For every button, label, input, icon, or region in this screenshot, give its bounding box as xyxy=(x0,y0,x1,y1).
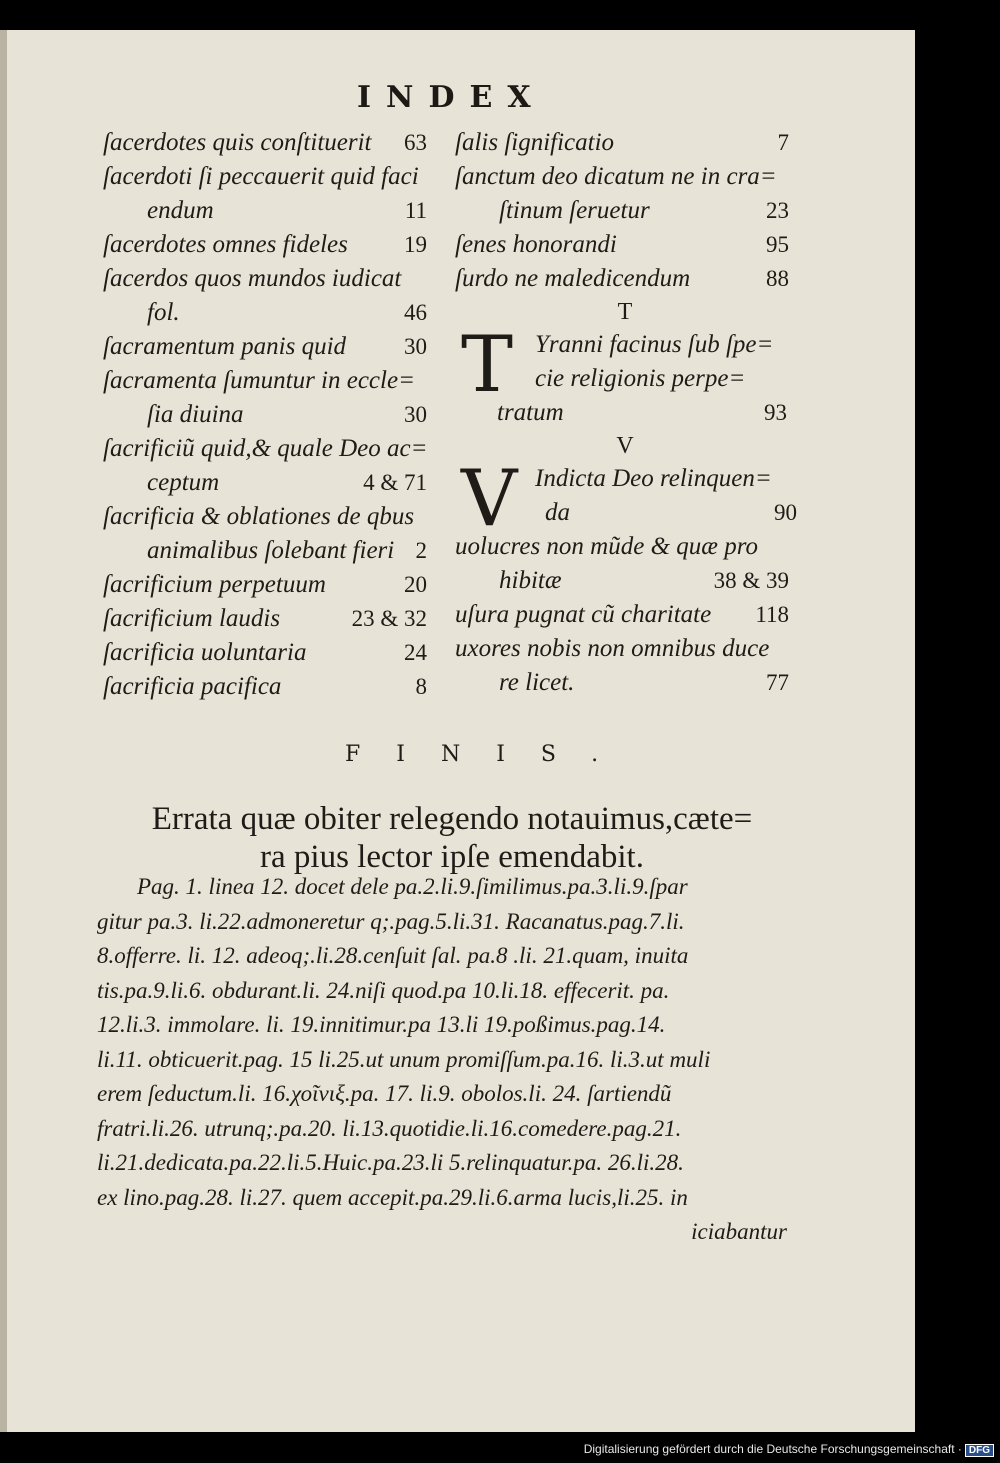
index-entry xyxy=(455,598,795,632)
entry-line: Indicta Deo relinquen= xyxy=(535,465,772,492)
page-header: INDEX xyxy=(357,80,546,115)
index-entry xyxy=(103,364,433,398)
index-entry-t xyxy=(455,320,795,430)
errata-line: li.21.dedicata.pa.22.li.5.Huic.pa.23.li 5.relinquatur.pa. 26.li.28. xyxy=(97,1150,684,1175)
entry-text: ſacerdos quos mundos iudicat xyxy=(103,265,402,292)
errata-line: tis.pa.9.li.6. obdurant.li. 24.niſi quod.pa 10.li.18. effecerit. pa. xyxy=(97,977,670,1003)
index-entry xyxy=(103,602,433,636)
index-column-right xyxy=(455,126,795,700)
page-number: 63 xyxy=(404,130,427,155)
entry-text: ſurdo ne maledicendum xyxy=(455,265,691,292)
errata-line: li.11. obticuerit.pag. 15 li.25.ut unum promiſſum.pa.16. li.3.ut muli xyxy=(97,1046,711,1072)
page-number: 38 & 39 xyxy=(713,568,789,593)
errata-title-line: Errata quæ obiter relegendo notauimus,cæte= xyxy=(151,801,753,837)
entry-text: ſacrificium perpetuum xyxy=(103,571,326,598)
errata-title-line: ra pius lector ipſe emendabit. xyxy=(260,839,644,875)
page-number: 118 xyxy=(755,602,789,627)
page-number: 30 xyxy=(404,402,427,427)
entry-text: ſacrificium laudis xyxy=(103,605,281,632)
entry-text: ſenes honorandi xyxy=(455,231,617,258)
page-number: 19 xyxy=(404,232,427,257)
index-entry xyxy=(455,194,795,228)
index-entry xyxy=(103,262,433,296)
entry-line: da xyxy=(545,499,570,526)
page-number: 23 & 32 xyxy=(351,606,427,631)
page-number: 88 xyxy=(766,266,789,291)
errata-line: ex lino.pag.28. li.27. quem accepit.pa.29.li.6.arma lucis,li.25. in xyxy=(97,1184,688,1210)
index-entry xyxy=(455,666,795,700)
entry-text: ſacerdoti ſi peccauerit quid faci xyxy=(103,163,419,190)
index-entry xyxy=(103,534,433,568)
index-entry xyxy=(103,636,433,670)
entry-text: ceptum xyxy=(147,469,220,496)
errata-line: erem ſeductum.li. 16.χοῖνιξ.pa. 17. li.9. obolos.li. 24. ſartiendũ xyxy=(97,1081,672,1106)
page-number: 77 xyxy=(766,670,789,695)
page-number: 93 xyxy=(764,400,787,425)
entry-line: Yranni facinus ſub ſpe= xyxy=(535,331,774,358)
page-number: 95 xyxy=(766,232,789,257)
page-number: 7 xyxy=(777,130,789,155)
entry-text: ſalis ſignificatio xyxy=(455,129,615,156)
drop-capital-t: T xyxy=(461,320,514,410)
entry-line: tratum xyxy=(497,399,564,426)
entry-text: ſtinum ſeruetur xyxy=(499,197,650,224)
index-entry xyxy=(455,564,795,598)
index-entry xyxy=(103,296,433,330)
entry-text: ſacrificiũ quid,& quale Deo ac= xyxy=(103,435,428,462)
entry-text: uxores nobis non omnibus duce xyxy=(455,635,770,662)
page-number: 90 xyxy=(774,500,797,525)
index-entry xyxy=(103,568,433,602)
footer-text: Digitalisierung gefördert durch die Deutsche Forschungsgemeinschaft · xyxy=(583,1442,962,1456)
index-entry xyxy=(455,632,795,666)
entry-text: re licet. xyxy=(499,669,575,696)
entry-text: ſacramenta ſumuntur in eccle= xyxy=(103,367,415,394)
entry-text: endum xyxy=(147,197,214,224)
errata-line: iciabantur xyxy=(691,1219,787,1244)
entry-text: ſacrificia uoluntaria xyxy=(103,639,307,666)
page-number: 30 xyxy=(404,334,427,359)
page-number: 8 xyxy=(415,674,427,699)
index-entry xyxy=(455,530,795,564)
entry-text: ſacerdotes quis conſtituerit xyxy=(103,129,372,156)
index-entry xyxy=(103,194,433,228)
entry-text: uolucres non mũde & quæ pro xyxy=(455,533,758,560)
page-number: 20 xyxy=(404,572,427,597)
finis-label: FINIS. xyxy=(345,742,635,767)
page-number: 11 xyxy=(404,198,427,223)
index-entry xyxy=(103,500,433,534)
index-entry-v xyxy=(455,454,797,544)
page-number: 46 xyxy=(404,300,427,325)
index-entry xyxy=(103,228,433,262)
errata-title xyxy=(127,800,777,876)
page-number: 24 xyxy=(404,640,427,665)
entry-text: hibitæ xyxy=(499,567,562,594)
entry-text: ſacrificia pacifica xyxy=(103,673,282,700)
entry-text: ſacerdotes omnes fideles xyxy=(103,231,348,258)
errata-body xyxy=(97,870,787,1250)
errata-line: 8.offerre. li. 12. adeoq;.li.28.cenſuit ſal. pa.8 .li. 21.quam, inuita xyxy=(97,943,689,968)
drop-capital-v: V xyxy=(461,454,518,544)
entry-text: ſacrificia & oblationes de qbus xyxy=(103,503,415,530)
index-entry xyxy=(103,398,433,432)
section-letter-v: V xyxy=(616,433,634,459)
entry-text: ſia diuina xyxy=(147,401,244,428)
index-column-left xyxy=(103,126,433,704)
entry-text: ſanctum deo dicatum ne in cra= xyxy=(455,163,777,190)
entry-text: fol. xyxy=(147,299,180,326)
index-entry xyxy=(455,262,795,296)
index-entry xyxy=(103,330,433,364)
book-page xyxy=(0,30,915,1432)
errata-line: Pag. 1. linea 12. docet dele pa.2.li.9.ſimilimus.pa.3.li.9.ſpar xyxy=(137,874,688,899)
index-entry xyxy=(455,126,795,160)
errata-line: gitur pa.3. li.22.admoneretur q;.pag.5.li.31. Racanatus.pag.7.li. xyxy=(97,908,685,934)
page-number: 2 xyxy=(415,538,427,563)
footer-credit xyxy=(584,1442,994,1457)
entry-line: cie religionis perpe= xyxy=(535,365,746,392)
entry-text: ſacramentum panis quid xyxy=(103,333,347,360)
index-entry xyxy=(455,228,795,262)
index-entry xyxy=(103,160,433,194)
errata-line: fratri.li.26. utrunq;.pa.20. li.13.quotidie.li.16.comedere.pag.21. xyxy=(97,1115,682,1141)
index-entry xyxy=(103,126,433,160)
index-entry xyxy=(455,160,795,194)
dfg-logo: DFG xyxy=(965,1444,994,1457)
index-entry xyxy=(103,432,433,466)
page-number: 23 xyxy=(766,198,789,223)
index-entry xyxy=(103,466,433,500)
section-letter-t: T xyxy=(617,299,633,325)
entry-text: uſura pugnat cũ charitate xyxy=(455,601,712,628)
entry-text: animalibus ſolebant fieri xyxy=(147,537,395,564)
errata-line: 12.li.3. immolare. li. 19.innitimur.pa 13.li 19.poßimus.pag.14. xyxy=(97,1012,666,1037)
page-number: 4 & 71 xyxy=(363,470,427,495)
index-entry xyxy=(103,670,433,704)
